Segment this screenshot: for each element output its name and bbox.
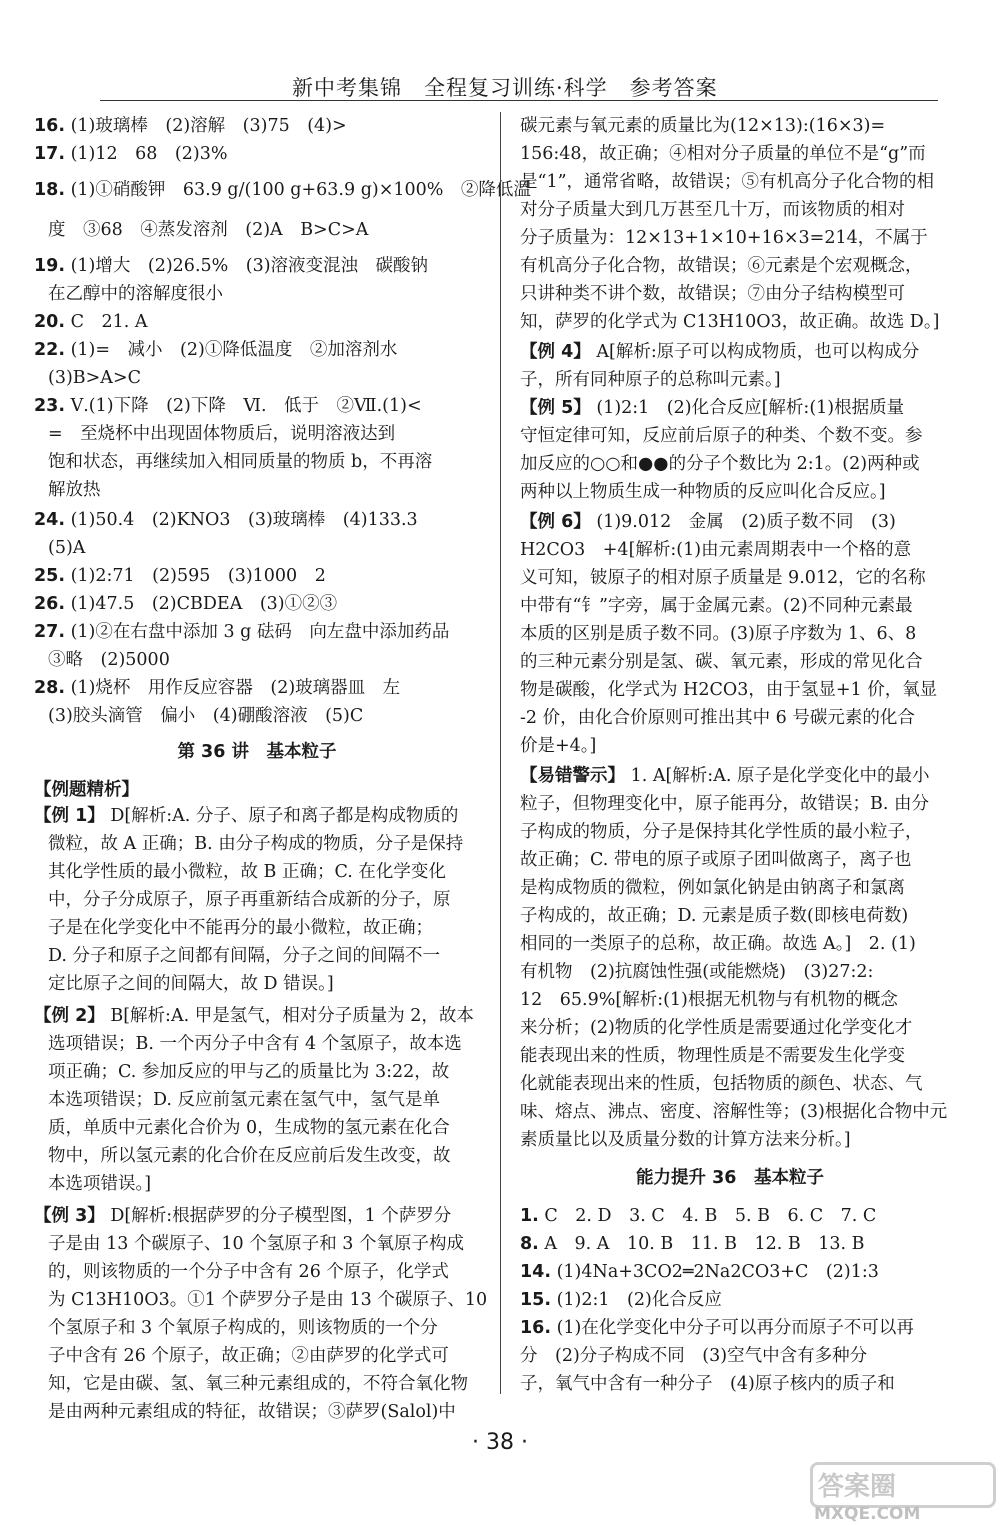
item-number: 27.: [34, 622, 66, 642]
item-number: 【例 6】: [520, 512, 591, 532]
answer-line: [520, 510, 896, 535]
item-text: 守恒定律可知，反应前后原子的种类、个数不变。参: [520, 426, 923, 446]
item-text: ③略 (2)5000: [48, 650, 170, 670]
item-text: 中带有“钅”字旁，属于金属元素。(2)不同种元素最: [520, 596, 913, 616]
answer-line: [34, 1088, 440, 1113]
item-text: 加反应的○○和●●的分子个数比为 2:1。(2)两种或: [520, 454, 920, 474]
answer-line: [34, 860, 446, 885]
item-text: (1)12 68 (2)3%: [70, 144, 228, 164]
item-text: 饱和状态，再继续加入相同质量的物质 b，不再溶: [48, 452, 433, 472]
item-text: C 21. A: [70, 312, 148, 332]
answer-line: [34, 888, 451, 913]
answer-line: [520, 254, 923, 279]
answer-line: [520, 368, 781, 393]
answer-line: [520, 1128, 851, 1153]
answer-line: [520, 310, 939, 335]
answer-line: [520, 1260, 879, 1285]
item-text: (3)胶头滴管 偏小 (4)硼酸溶液 (5)C: [48, 706, 364, 726]
item-number: 15.: [520, 1290, 552, 1310]
answer-line: [520, 960, 873, 985]
item-text: D[解析:根据萨罗的分子模型图，1 个萨罗分: [110, 1206, 452, 1226]
item-text: (1)50.4 (2)KNO3 (3)玻璃棒 (4)133.3: [70, 510, 418, 530]
item-text: 味、熔点、沸点、密度、溶解性等；(3)根据化合物中元: [520, 1102, 948, 1122]
answer-line: [34, 1060, 449, 1085]
answer-line: [520, 678, 937, 703]
item-text: = 至烧杯中出现固体物质后，说明溶液达到: [48, 424, 396, 444]
watermark-url: MXQE.COM: [814, 1504, 921, 1524]
answer-line: [34, 1144, 451, 1169]
item-text: 子构成的物质，分子是保持其化学性质的最小粒子，: [520, 822, 923, 842]
item-number: 16.: [34, 116, 66, 136]
item-number: 28.: [34, 678, 66, 698]
item-number: 8.: [520, 1234, 539, 1254]
item-text: 定比原子之间的间隔大，故 D 错误。]: [48, 974, 334, 994]
item-text: (1)2:1 (2)化合反应[解析:(1)根据质量: [596, 398, 905, 418]
answer-line: [520, 282, 905, 307]
item-text: A[解析:原子可以构成物质，也可以构成分: [596, 342, 920, 362]
column-divider: [500, 112, 501, 1394]
item-text: 物中，所以氢元素的化合价在反应前后发生改变，故: [48, 1146, 451, 1166]
item-text: 中，分子分成原子，原子再重新结合成新的分子，原: [48, 890, 451, 910]
answer-line: [520, 904, 908, 929]
answer-line: [34, 1172, 151, 1197]
answer-line: [520, 848, 911, 873]
answer-line: [520, 1100, 947, 1125]
item-text: 在乙醇中的溶解度很小: [48, 284, 223, 304]
answer-line: [34, 366, 141, 391]
answer-line: [34, 972, 334, 997]
item-text: (1)①硝酸钾 63.9 g/(100 g+63.9 g)×100% ②降低温: [70, 180, 531, 200]
item-text: 物是碳酸，化学式为 H2CO3，由于氢显+1 价，氧显: [520, 680, 938, 700]
item-number: 【例题精析】: [34, 780, 139, 800]
answer-line: [34, 804, 458, 829]
answer-line: [520, 424, 923, 449]
item-text: 解放热: [48, 480, 101, 500]
answer-line: [520, 764, 929, 789]
header-title: 新中考集锦 全程复习训练·科学 参考答案: [292, 76, 718, 100]
answer-line: [34, 944, 440, 969]
item-text: (1)9.012 金属 (2)质子数不同 (3): [596, 512, 896, 532]
answer-line: [520, 932, 916, 957]
item-text: 的，则该物质的一个分子中含有 26 个原子，化学式: [48, 1262, 449, 1282]
item-text: 素质量比以及质量分数的计算方法来分析。]: [520, 1130, 851, 1150]
item-text: (1)增大 (2)26.5% (3)溶液变混浊 碳酸钠: [70, 256, 429, 276]
header-rule: [100, 100, 938, 101]
answer-line: [520, 734, 596, 759]
item-text: D. 分子和原子之间都有间隔，分子之间的间隔不一: [48, 946, 441, 966]
answer-line: [34, 1204, 451, 1229]
answer-line: [34, 1316, 438, 1341]
answer-line: [34, 450, 432, 475]
answer-line: [34, 114, 347, 139]
item-text: A 9. A 10. B 11. B 12. B 13. B: [544, 1234, 865, 1254]
item-number: 24.: [34, 510, 66, 530]
item-number: 19.: [34, 256, 66, 276]
item-text: 本质的区别是质子数不同。(3)原子序数为 1、6、8: [520, 624, 917, 644]
item-text: (1)玻璃棒 (2)溶解 (3)75 (4)>: [70, 116, 347, 136]
item-number: 26.: [34, 594, 66, 614]
item-text: 子是在化学变化中不能再分的最小微粒，故正确；: [48, 918, 433, 938]
answer-line: [34, 676, 400, 701]
item-text: (1)烧杯 用作反应容器 (2)玻璃器皿 左: [70, 678, 401, 698]
answer-line: [34, 592, 337, 617]
item-text: 知，萨罗的化学式为 C13H10O3，故正确。故选 D。]: [520, 312, 940, 332]
item-text: (1)2:1 (2)化合反应: [556, 1290, 722, 1310]
item-text: 碳元素与氧元素的质量比为(12×13):(16×3)=: [520, 116, 886, 136]
answer-line: [520, 114, 885, 139]
item-text: 156:48，故正确；④相对分子质量的单位不是“g”而: [520, 144, 926, 164]
answer-line: [34, 1400, 456, 1425]
item-text: 分子质量为：12×13+1×10+16×3=214，不属于: [520, 228, 928, 248]
item-text: 为 C13H10O3。①1 个萨罗分子是由 13 个碳原子、10: [48, 1290, 488, 1310]
answer-line: [520, 198, 905, 223]
item-text: (1)②在右盘中添加 3 g 砝码 向左盘中添加药品: [70, 622, 450, 642]
item-text: (5)A: [48, 538, 86, 558]
answer-line: [34, 1232, 464, 1257]
answer-line: [34, 1260, 449, 1285]
answer-line: [520, 1044, 905, 1069]
answer-line: [520, 1344, 867, 1369]
answer-line: [34, 620, 449, 645]
item-text: 子，所有同种原子的总称叫元素。]: [520, 370, 781, 390]
item-text: 选项错误；B. 一个丙分子中含有 4 个氢原子，故本选: [48, 1034, 462, 1054]
item-text: 子中含有 26 个原子，故正确；②由萨罗的化学式可: [48, 1346, 449, 1366]
item-text: H2CO3 +4[解析:(1)由元素周期表中一个格的意: [520, 540, 912, 560]
item-text: (1)2:71 (2)595 (3)1000 2: [70, 566, 326, 586]
item-text: 化就能表现出来的性质，包括物质的颜色、状态、气: [520, 1074, 923, 1094]
answer-line: [520, 1232, 864, 1257]
answer-line: [34, 478, 101, 503]
item-text: 有机物 (2)抗腐蚀性强(或能燃烧) (3)27:2:: [520, 962, 874, 982]
answer-line: [34, 142, 227, 167]
item-text: D[解析:A. 分子、原子和离子都是构成物质的: [110, 806, 459, 826]
item-number: 【例 4】: [520, 342, 591, 362]
item-number: 18.: [34, 180, 66, 200]
answer-line: [34, 704, 363, 729]
answer-line: [34, 218, 368, 243]
answer-line: [520, 170, 934, 195]
item-text: C 2. D 3. C 4. B 5. B 6. C 7. C: [544, 1206, 877, 1226]
item-text: 故正确；C. 带电的原子或原子团叫做离子，离子也: [520, 850, 912, 870]
item-text: 本选项错误；D. 反应前氢元素在氢气中，氢气是单: [48, 1090, 441, 1110]
item-text: 来分析；(2)物质的化学性质是需要通过化学变化才: [520, 1018, 913, 1038]
page-number: · 38 ·: [472, 1430, 528, 1455]
answer-line: [34, 832, 463, 857]
answer-line: [34, 254, 428, 279]
answer-line: [34, 1004, 474, 1029]
answer-line: [34, 564, 326, 589]
item-text: (1)47.5 (2)CBDEA (3)①②③: [70, 594, 338, 614]
item-text: 子是由 13 个碳原子、10 个氢原子和 3 个氧原子构成: [48, 1234, 464, 1254]
item-text: 两种以上物质生成一种物质的反应叫化合反应。]: [520, 482, 886, 502]
item-text: 能表现出来的性质，物理性质是不需要发生化学变: [520, 1046, 905, 1066]
item-text: (1)= 减小 (2)①降低温度 ②加溶剂水: [70, 340, 398, 360]
answer-line: [520, 1204, 876, 1229]
section-heading: 第 36 讲 基本粒子: [177, 742, 337, 762]
item-text: 相同的一类原子的总称，故正确。故选 A。] 2. (1): [520, 934, 916, 954]
answer-line: [34, 916, 433, 941]
item-text: 质，单质中元素化合价为 0，生成物的氢元素在化合: [48, 1118, 450, 1138]
answer-line: [520, 622, 916, 647]
answer-line: [520, 650, 923, 675]
answer-line: [520, 142, 926, 167]
item-number: 16.: [520, 1318, 552, 1338]
item-number: 20.: [34, 312, 66, 332]
item-text: 12 65.9%[解析:(1)根据无机物与有机物的概念: [520, 990, 898, 1010]
answer-line: [34, 1288, 487, 1313]
answer-line: [520, 1072, 923, 1097]
answer-line: [520, 820, 923, 845]
item-text: 个氢原子和 3 个氧原子构成的，则该物质的一个分: [48, 1318, 438, 1338]
answer-line: [34, 1032, 462, 1057]
answer-line: [520, 1016, 912, 1041]
answer-line: [520, 1372, 895, 1397]
answer-line: [34, 338, 397, 363]
item-text: (1)4Na+3CO2═2Na2CO3+C (2)1:3: [556, 1262, 879, 1282]
answer-line: [34, 1372, 468, 1397]
item-text: 子，氧气中含有一种分子 (4)原子核内的质子和: [520, 1374, 895, 1394]
item-text: 分 (2)分子构成不同 (3)空气中含有多种分: [520, 1346, 868, 1366]
answer-line: [520, 452, 920, 477]
item-text: 有机高分子化合物，故错误；⑥元素是个宏观概念，: [520, 256, 923, 276]
answer-line: [34, 508, 418, 533]
item-text: -2 价，由化合价原则可推出其中 6 号碳元素的化合: [520, 708, 915, 728]
item-text: 是构成物质的微粒，例如氯化钠是由钠离子和氯离: [520, 878, 905, 898]
answer-line: [520, 594, 913, 619]
watermark-logo: [810, 1462, 990, 1524]
answer-line: [34, 778, 139, 803]
answer-line: [34, 422, 395, 447]
item-number: 23.: [34, 396, 66, 416]
answer-line: [520, 792, 929, 817]
answer-line: [34, 1344, 449, 1369]
item-text: Ⅴ.(1)下降 (2)下降 Ⅵ. 低于 ②Ⅶ.(1)<: [70, 396, 422, 416]
section-heading: 能力提升 36 基本粒子: [636, 1168, 824, 1188]
item-text: 价是+4。]: [520, 736, 597, 756]
answer-line: [520, 1316, 914, 1341]
answer-line: [520, 226, 928, 251]
item-text: 知，它是由碳、氢、氧三种元素组成的，不符合氧化物: [48, 1374, 468, 1394]
item-text: 只讲种类不讲个数，故错误；⑦由分子结构模型可: [520, 284, 905, 304]
item-text: 是由两种元素组成的特征，故错误；③萨罗(Salol)中: [48, 1402, 456, 1422]
item-number: 14.: [520, 1262, 552, 1282]
answer-line: [520, 340, 919, 365]
item-text: 是“1”，通常省略，故错误；⑤有机高分子化合物的相: [520, 172, 935, 192]
item-text: 其化学性质的最小微粒，故 B 正确；C. 在化学变化: [48, 862, 446, 882]
item-number: 25.: [34, 566, 66, 586]
item-number: 【例 5】: [520, 398, 591, 418]
watermark-text: 答案圈: [818, 1472, 897, 1502]
answer-line: [34, 394, 422, 419]
item-text: 子构成的，故正确；D. 元素是质子数(即核电荷数): [520, 906, 909, 926]
item-number: 【易错警示】: [520, 766, 625, 786]
answer-line: [520, 706, 915, 731]
item-number: 17.: [34, 144, 66, 164]
item-text: B[解析:A. 甲是氢气，相对分子质量为 2，故本: [110, 1006, 474, 1026]
item-number: 【例 2】: [34, 1006, 105, 1026]
item-text: 义可知，铍原子的相对原子质量是 9.012，它的名称: [520, 568, 926, 588]
item-number: 1.: [520, 1206, 539, 1226]
answer-line: [520, 538, 911, 563]
answer-line: [520, 480, 886, 505]
item-text: 对分子质量大到几万甚至几十万，而该物质的相对: [520, 200, 905, 220]
item-number: 【例 1】: [34, 806, 105, 826]
answer-line: [34, 1116, 450, 1141]
answer-line: [34, 282, 223, 307]
item-text: 度 ③68 ④蒸发溶剂 (2)A B>C>A: [48, 220, 369, 240]
item-text: 本选项错误。]: [48, 1174, 152, 1194]
answer-line: [34, 648, 170, 673]
item-text: (1)在化学变化中分子可以再分而原子不可以再: [556, 1318, 914, 1338]
item-text: 项正确；C. 参加反应的甲与乙的质量比为 3:22，故: [48, 1062, 450, 1082]
item-number: 【例 3】: [34, 1206, 105, 1226]
answer-line: [34, 310, 148, 335]
answer-line: [520, 988, 898, 1013]
answer-line: [520, 396, 904, 421]
item-number: 22.: [34, 340, 66, 360]
answer-line: [520, 1288, 722, 1313]
answer-line: [520, 566, 926, 591]
item-text: 微粒，故 A 正确；B. 由分子构成的物质，分子是保持: [48, 834, 464, 854]
answer-line: [520, 876, 905, 901]
item-text: (3)B>A>C: [48, 368, 142, 388]
item-text: 粒子，但物理变化中，原子能再分，故错误；B. 由分: [520, 794, 929, 814]
item-text: 的三种元素分别是氢、碳、氧元素，形成的常见化合: [520, 652, 923, 672]
answer-line: [34, 178, 531, 203]
item-text: 1. A[解析:A. 原子是化学变化中的最小: [630, 766, 930, 786]
answer-line: [34, 536, 85, 561]
